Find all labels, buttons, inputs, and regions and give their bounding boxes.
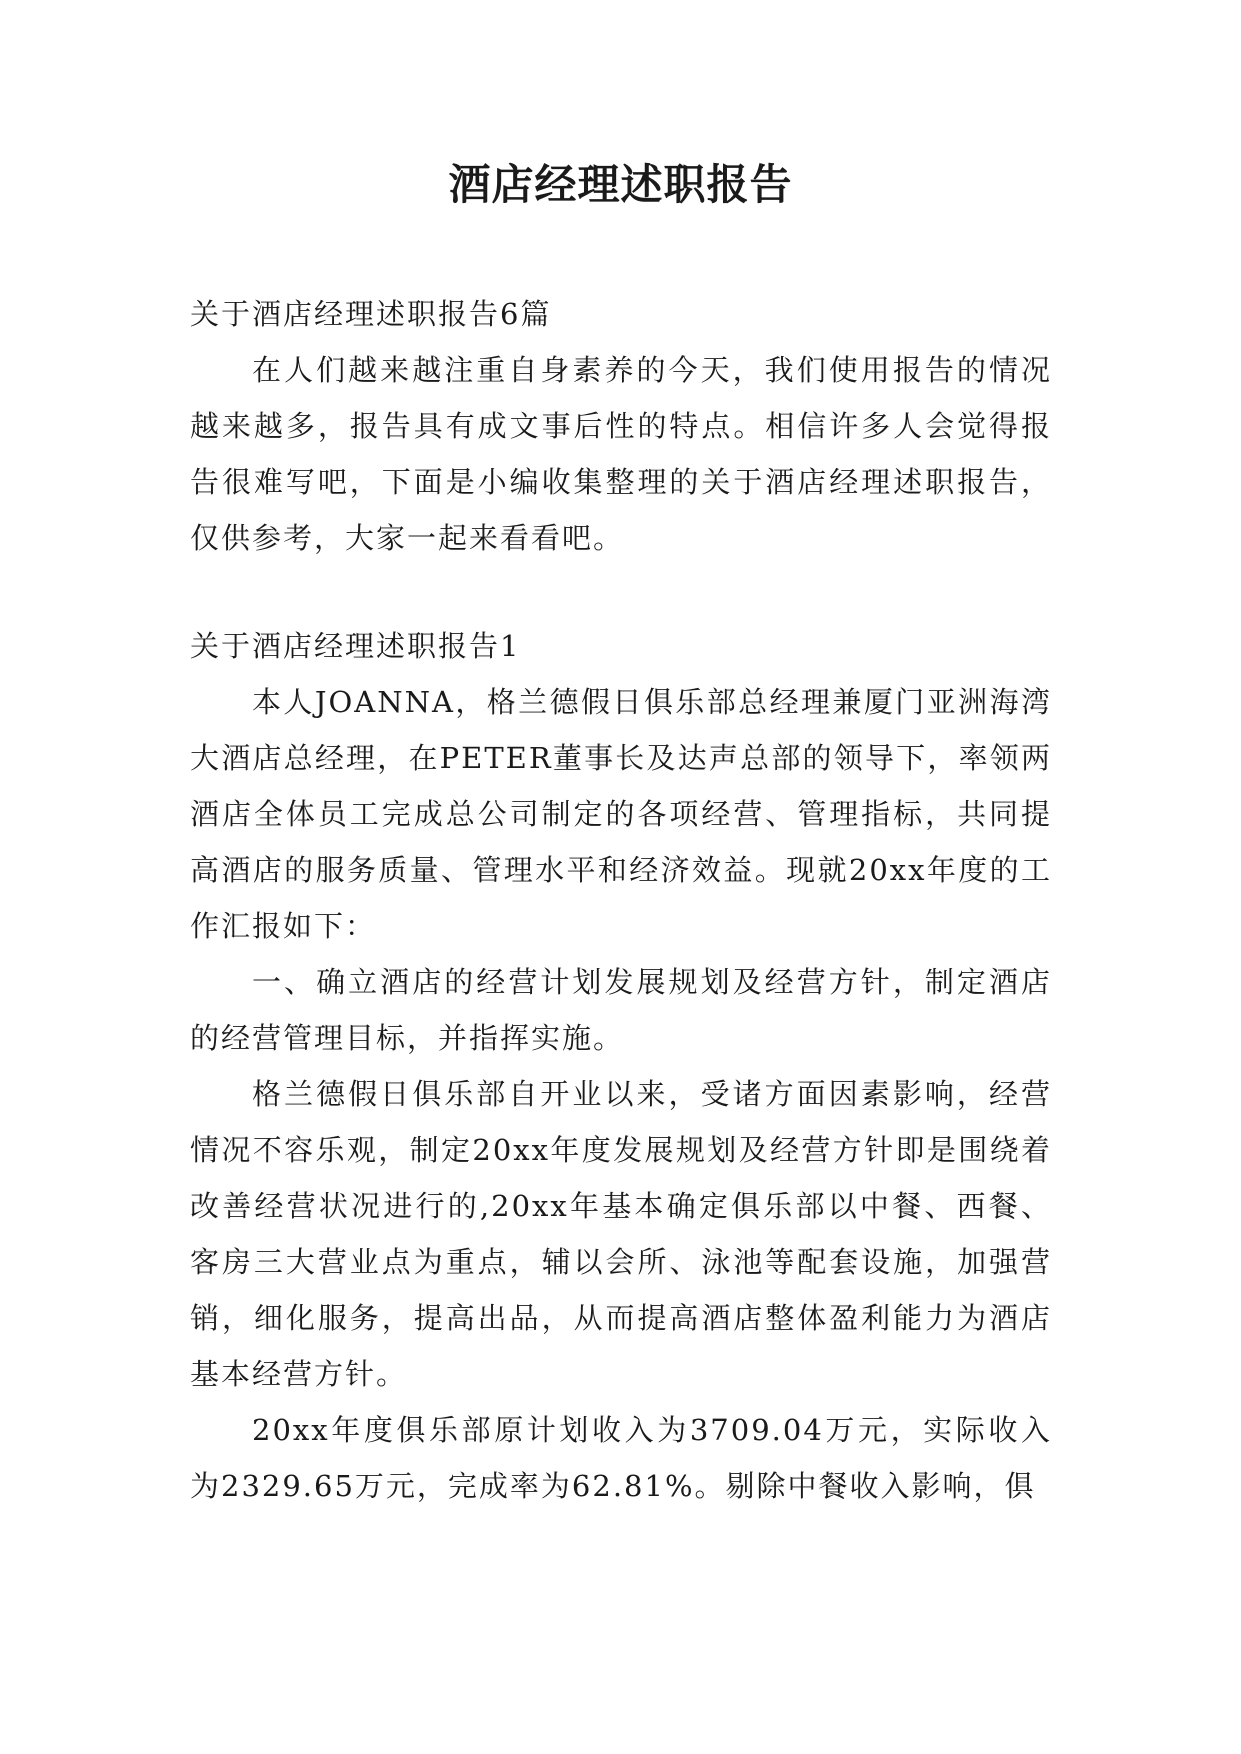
paragraph: 格兰德假日俱乐部自开业以来，受诸方面因素影响，经营情况不容乐观，制定20xx年度发展规划及经营方针即是围绕着改善经营状况进行的,20xx年基本确定俱乐部以中餐、西餐、客房三大营业点为重点，辅以会所、泳池等配套设施，加强营销，细化服务，提高出品，从而提高酒店整体盈利能力为酒店基本经营方针。: [190, 1077, 1052, 1391]
section-heading: 关于酒店经理述职报告6篇: [190, 297, 552, 331]
paragraph: 一、确立酒店的经营计划发展规划及经营方针，制定酒店的经营管理目标，并指挥实施。: [190, 965, 1052, 1055]
paragraph: 20xx年度俱乐部原计划收入为3709.04万元，实际收入为2329.65万元，完成率为62.81%。剔除中餐收入影响，俱: [190, 1413, 1052, 1503]
section-heading: 关于酒店经理述职报告1: [190, 629, 521, 663]
document-title: 酒店经理述职报告: [448, 160, 793, 209]
document-body: [190, 286, 1052, 1514]
paragraph: 本人JOANNA，格兰德假日俱乐部总经理兼厦门亚洲海湾大酒店总经理，在PETER董事长及达声总部的领导下，率领两酒店全体员工完成总公司制定的各项经营、管理指标，共同提高酒店的服务质量、管理水平和经济效益。现就20xx年度的工作汇报如下：: [190, 685, 1052, 943]
paragraph: 在人们越来越注重自身素养的今天，我们使用报告的情况越来越多，报告具有成文事后性的特点。相信许多人会觉得报告很难写吧，下面是小编收集整理的关于酒店经理述职报告，仅供参考，大家一起来看看吧。: [190, 353, 1052, 555]
